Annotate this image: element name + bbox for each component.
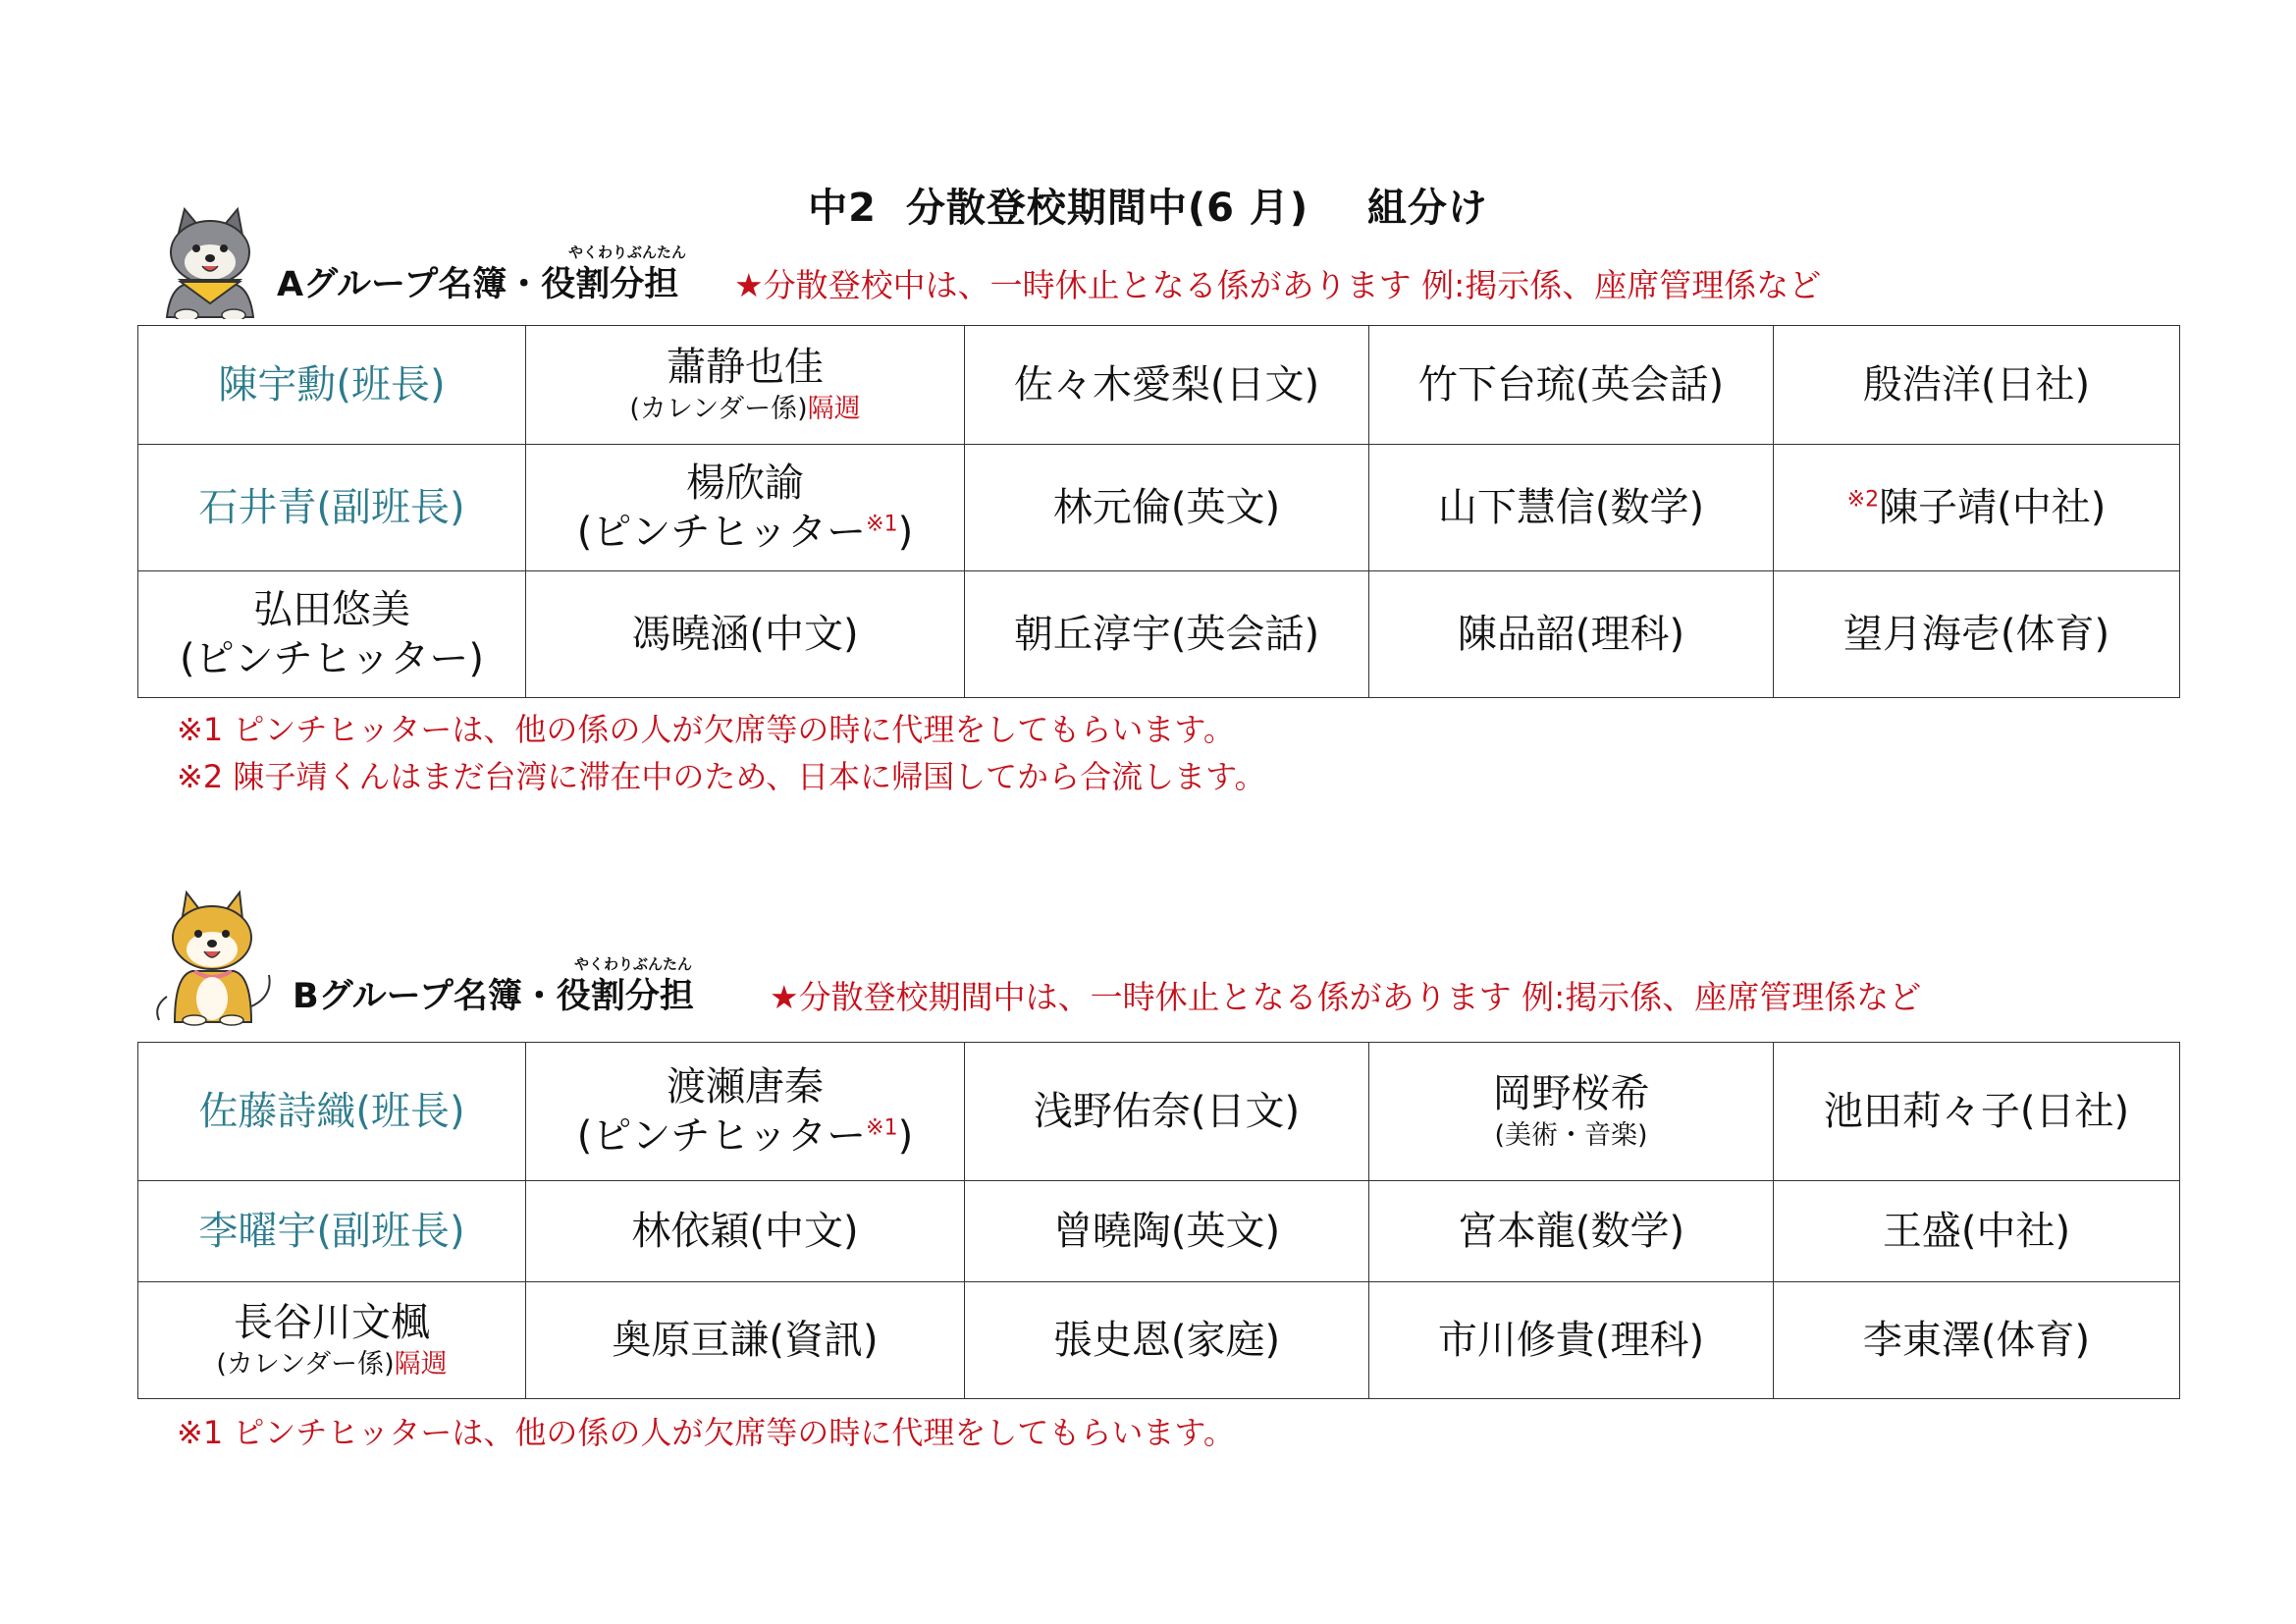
table-cell: $^{※2}$陳子靖(中社) [1774, 445, 2180, 571]
group-a-notice: ★分散登校中は、一時休止となる係があります 例:掲示係、座席管理係など [734, 266, 1822, 304]
group-b-footnote-1: ※1 ピンチヒッターは、他の係の人が欠席等の時に代理をしてもらいます。 [177, 1414, 1235, 1451]
group-b-heading: Bグループ名簿・役割分担 [293, 977, 694, 1016]
table-cell: 望月海壱(体育) [1774, 571, 2180, 698]
table-cell: 曾曉陶(英文) [965, 1181, 1369, 1282]
group-b-ruby: やくわりぶんたん [574, 955, 693, 973]
group-a-header [277, 218, 2044, 306]
group-b-table [137, 1042, 2180, 1399]
table-cell: 長谷川文楓 (カレンダー係)隔週 [138, 1282, 526, 1399]
table-cell: 張史恩(家庭) [965, 1282, 1369, 1399]
table-cell: 市川修貴(理科) [1369, 1282, 1774, 1399]
table-cell: 李東澤(体育) [1774, 1282, 2180, 1399]
table-cell: 陳宇勳(班長) [138, 326, 526, 445]
table-cell: 岡野桜希 (美術・音楽) [1369, 1043, 1774, 1181]
group-b-notice: ★分散登校期間中は、一時休止となる係があります 例:掲示係、座席管理係など [770, 978, 1922, 1016]
table-cell: 佐々木愛梨(日文) [965, 326, 1369, 445]
table-cell: 宮本龍(数学) [1369, 1181, 1774, 1282]
group-a-footnote-1: ※1 ピンチヒッターは、他の係の人が欠席等の時に代理をしてもらいます。 [177, 711, 1235, 748]
tan-shiba-dog-icon [145, 889, 278, 1026]
table-cell: 山下慧信(数学) [1369, 445, 1774, 571]
group-b-header [293, 930, 2059, 1018]
group-a-footnote-2: ※2 陳子靖くんはまだ台湾に滞在中のため、日本に帰国してから合流します。 [177, 758, 1266, 795]
group-a-heading: Aグループ名簿・役割分担 [277, 265, 679, 304]
page-title: 中2 分散登校期間中(6 月) 組分け [808, 186, 1488, 231]
table-cell: 渡瀬唐秦 (ピンチヒッター$^{※1}$) [526, 1043, 965, 1181]
table-cell: 弘田悠美 (ピンチヒッター) [138, 571, 526, 698]
table-cell: 池田莉々子(日社) [1774, 1043, 2180, 1181]
table-cell: 石井青(副班長) [138, 445, 526, 571]
group-a-ruby: やくわりぶんたん [568, 244, 687, 261]
table-cell: 李曜宇(副班長) [138, 1181, 526, 1282]
table-cell: 馮曉涵(中文) [526, 571, 965, 698]
table-cell: 殷浩洋(日社) [1774, 326, 2180, 445]
gray-shiba-dog-icon [147, 201, 275, 319]
table-cell: 佐藤詩織(班長) [138, 1043, 526, 1181]
table-cell: 蕭静也佳 (カレンダー係)隔週 [526, 326, 965, 445]
table-cell: 陳品韶(理科) [1369, 571, 1774, 698]
table-cell: 王盛(中社) [1774, 1181, 2180, 1282]
table-cell: 楊欣諭 (ピンチヒッター$^{※1}$) [526, 445, 965, 571]
table-cell: 奥原亘謙(資訊) [526, 1282, 965, 1399]
group-a-table [137, 325, 2180, 698]
table-cell: 朝丘淳宇(英会話) [965, 571, 1369, 698]
table-cell: 竹下台琉(英会話) [1369, 326, 1774, 445]
table-cell: 浅野佑奈(日文) [965, 1043, 1369, 1181]
table-cell: 林依穎(中文) [526, 1181, 965, 1282]
table-cell: 林元倫(英文) [965, 445, 1369, 571]
